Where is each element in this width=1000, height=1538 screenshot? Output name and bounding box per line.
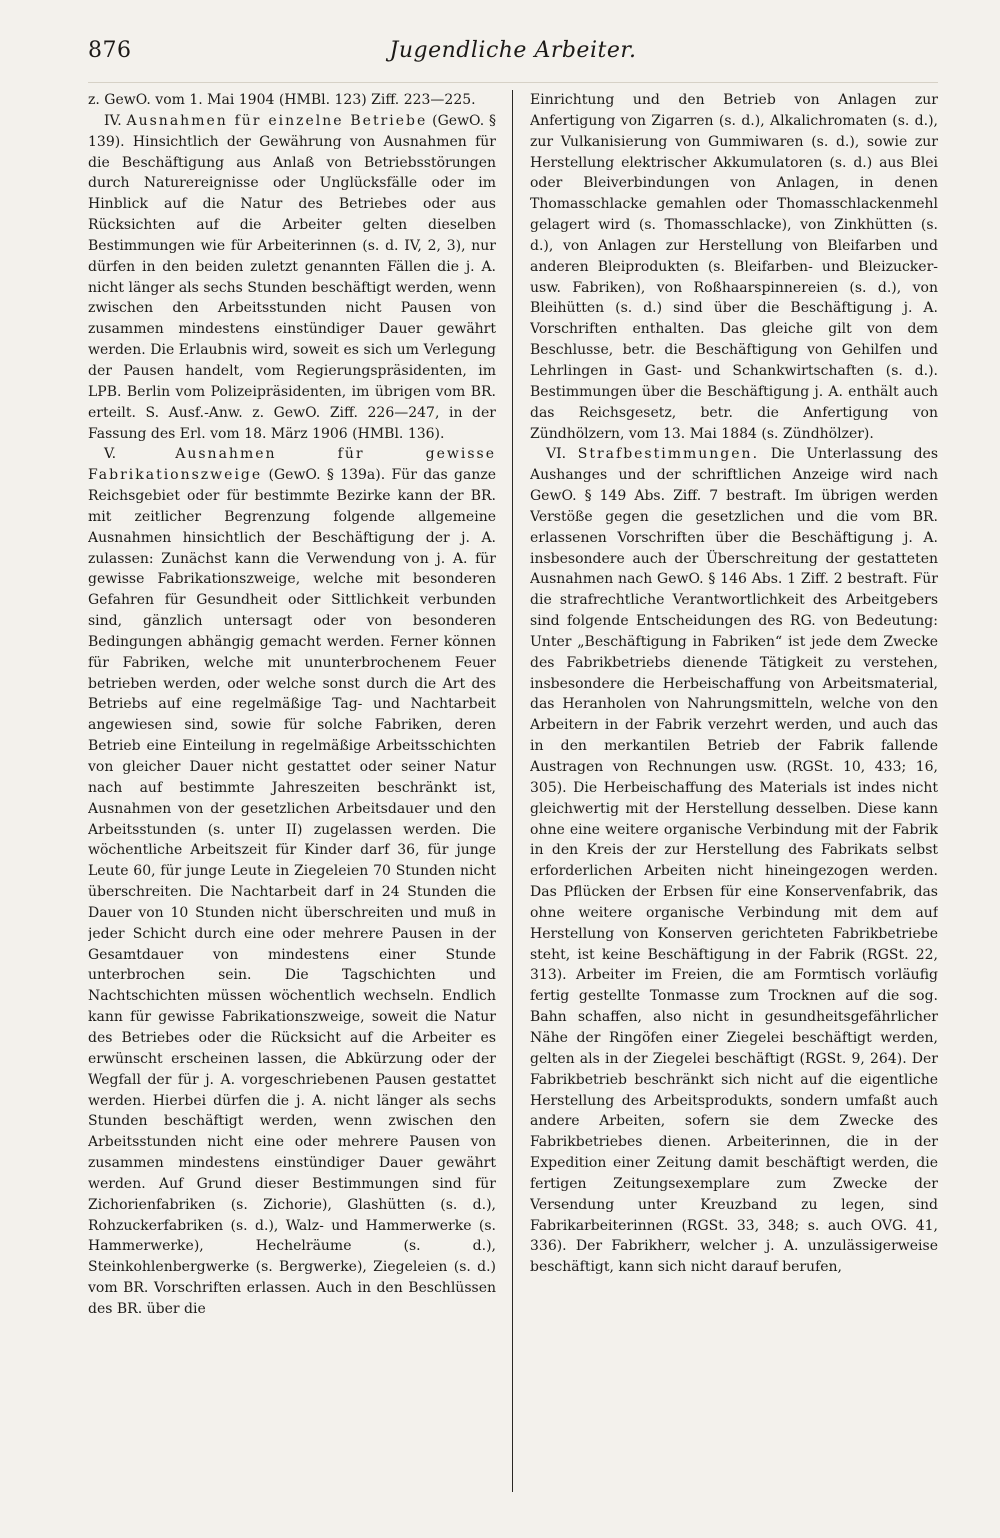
section-4-body: (GewO. § 139). Hinsichtlich der Gewährung von Ausnahmen für die Beschäftigung aus Anlaß von Betriebsstörungen durch Naturereignisse oder Unglücksfälle oder im Hinblick auf die Natur des Betriebes oder aus Rücksichten auf die Arbeiter gelten dieselben Bestimmungen wie für Arbeiterinnen (s. d. IV, 2, 3), nur dürfen in den beiden zuletzt genannten Fällen die j. A. nicht länger als sechs Stunden beschäftigt werden, wenn zwischen den Arbeitsstunden nicht Pausen von zusammen mindestens einstündiger Dauer gewährt werden. Die Erlaubnis wird, soweit es sich um Verlegung der Pausen handelt, vom Regierungspräsidenten, im LPB. Berlin vom Polizeipräsidenten, im übrigen vom BR. erteilt. S. Ausf.-Anw. z. GewO. Ziff. 226—247, in der Fassung des Erl. vom 18. März 1906 (HMBl. 136).: [88, 112, 496, 442]
section-6-body: Die Unterlassung des Aushanges und der schriftlichen Anzeige wird nach GewO. § 149 Abs. Ziff. 7 bestraft. Im übrigen werden Verstöße gegen die gesetzlichen und die vom BR. erlassenen Vorschriften über die Beschäftigung j. A. insbesondere auch der Überschreitung der gestatteten Ausnahmen nach GewO. § 146 Abs. 1 Ziff. 2 bestraft. Für die strafrechtliche Verantwortlichkeit des Arbeitgebers sind folgende Entscheidungen des RG. von Bedeutung: Unter „Beschäftigung in Fabriken“ ist jede dem Zwecke des Fabrikbetriebs dienende Tätigkeit zu verstehen, insbesondere die Herbeischaffung von Arbeitsmaterial, das Heranholen von Nahrungsmitteln, welche von den Arbeitern in der Fabrik verzehrt werden, und auch das in den merkantilen Betrieb der Fabrik fallende Austragen von Rechnungen usw. (RGSt. 10, 433; 16, 305). Die Herbeischaffung des Materials ist indes nicht gleichwertig mit der Herstellung desselben. Diese kann ohne eine weitere organische Verbindung mit der Fabrik in den Kreis der zur Herstellung des Fabrikats selbst erforderlichen Arbeiten nicht hineingezogen werden. Das Pflücken der Erbsen für eine Konservenfabrik, das ohne weitere organische Verbindung mit dem auf Herstellung von Konserven gerichteten Fabrikbetriebe steht, ist keine Beschäftigung in der Fabrik (RGSt. 22, 313). Arbeiter im Freien, die am Formtisch vorläufig fertig gestellte Tonmasse zum Trocknen auf die sog. Bahn schaffen, also nicht in gesundheitsgefährlicher Nähe der Ringöfen einer Ziegelei beschäftigt werden, gelten als in der Ziegelei beschäftigt (RGSt. 9, 264). Der Fabrikbetrieb beschränkt sich nicht auf die eigentliche Herstellung des Arbeitsprodukts, sondern umfaßt auch andere Arbeiten, sofern sie dem Zwecke des Fabrikbetriebes dienen. Arbeiterinnen, die in der Expedition einer Zeitung damit beschäftigt werden, die fertigen Zeitungsexemplare zum Zwecke der Versendung unter Kreuzband zu legen, sind Fabrikarbeiterinnen (RGSt. 33, 348; s. auch OVG. 41, 336). Der Fabrikherr, welcher j. A. unzulässigerweise beschäftigt, kann sich nicht darauf berufen,: [530, 446, 938, 1276]
left-column: [88, 90, 496, 1500]
column-divider: [512, 90, 513, 1492]
running-title: Jugendliche Arbeiter.: [389, 38, 637, 63]
book-page: [88, 38, 938, 1508]
section-5-body: (GewO. § 139a). Für das ganze Reichsgebiet oder für bestimmte Bezirke kann der BR. mit zeitlicher Begrenzung folgende allgemeine Ausnahmen hinsichtlich der Beschäftigung der j. A. zulassen: Zunächst kann die Verwendung von j. A. für gewisse Fabrikationszweige, welche mit besonderen Gefahren für Gesundheit oder Sittlichkeit verbunden sind, gänzlich untersagt oder von besonderen Bedingungen abhängig gemacht werden. Ferner können für Fabriken, welche mit ununterbrochenem Feuer betrieben werden, oder welche sonst durch die Art des Betriebs auf eine regelmäßige Tag- und Nachtarbeit angewiesen sind, sowie für solche Fabriken, deren Betrieb eine Einteilung in regelmäßige Arbeitsschichten von gleicher Dauer nicht gestattet oder seiner Natur nach auf bestimmte Jahreszeiten beschränkt ist, Ausnahmen von der gesetzlichen Arbeitsdauer und den Arbeitsstunden (s. unter II) zugelassen werden. Die wöchentliche Arbeitszeit für Kinder darf 36, für junge Leute 60, für junge Leute in Ziegeleien 70 Stunden nicht überschreiten. Die Nachtarbeit darf in 24 Stunden die Dauer von 10 Stunden nicht überschreiten und muß in jeder Schicht durch eine oder mehrere Pausen in der Gesamtdauer von mindestens einer Stunde unterbrochen sein. Die Tagschichten und Nachtschichten müssen wöchentlich wechseln. Endlich kann für gewisse Fabrikationszweige, soweit die Natur des Betriebes oder die Rücksicht auf die Arbeiter es erwünscht erscheinen lassen, die Abkürzung oder der Wegfall der für j. A. vorgeschriebenen Pausen gestattet werden. Hierbei dürfen die j. A. nicht länger als sechs Stunden beschäftigt werden, wenn zwischen den Arbeitsstunden nicht eine oder mehrere Pausen von zusammen mindestens einstündiger Dauer gewährt werden. Auf Grund dieser Bestimmungen sind für Zichorienfabriken (s. Zichorie), Glashütten (s. d.), Rohzuckerfabriken (s. d.), Walz- und Hammerwerke (s. Hammerwerke), Hechelräume (s. d.), Steinkohlenbergwerke (s. Bergwerke), Ziegeleien (s. d.) vom BR. Vorschriften erlassen. Auch in den Beschlüssen des BR. über die: [88, 467, 496, 1317]
section-6-paragraph: [530, 444, 938, 1278]
running-head: [88, 38, 938, 83]
section-4-paragraph: [88, 111, 496, 445]
text-columns: [88, 90, 938, 1500]
page-number: 876: [88, 38, 132, 63]
right-column: [530, 90, 938, 1500]
section-4-title: Ausnahmen für einzelne Betriebe: [126, 112, 428, 129]
right-continuation-paragraph: Einrichtung und den Betrieb von Anlagen zur Anfertigung von Zigarren (s. d.), Alkalichromaten (s. d.), zur Vulkanisierung von Gummiwaren (s. d.), sowie zur Herstellung elektrischer Akkumulatoren (s. d.) aus Blei oder Bleiverbindungen von Anlagen, in denen Thomasschlacke gemahlen oder Thomasschlackenmehl gelagert wird (s. Thomasschlacke), von Zinkhütten (s. d.), von Anlagen zur Herstellung von Bleifarben und anderen Bleiprodukten (s. Bleifarben- und Bleizucker- usw. Fabriken), von Roßhaarspinnereien (s. d.), von Bleihütten (s. d.) sind über die Beschäftigung j. A. Vorschriften enthalten. Das gleiche gilt von dem Beschlusse, betr. die Beschäftigung von Gehilfen und Lehrlingen in Gast- und Schankwirtschaften (s. d.). Bestimmungen über die Beschäftigung j. A. enthält auch das Reichsgesetz, betr. die Anfertigung von Zündhölzern, vom 13. Mai 1884 (s. Zündhölzer).: [530, 92, 938, 442]
section-6-number: VI.: [546, 446, 567, 463]
section-4-number: IV.: [104, 112, 122, 129]
section-6-title: Strafbestimmungen.: [577, 446, 760, 463]
left-continuation-paragraph: z. GewO. vom 1. Mai 1904 (HMBl. 123) Ziff. 223—225.: [88, 92, 476, 108]
section-5-number: V.: [104, 446, 117, 463]
section-5-title: Ausnahmen für gewisse Fabrikationszweige: [88, 446, 496, 484]
section-5-paragraph: [88, 444, 496, 1319]
